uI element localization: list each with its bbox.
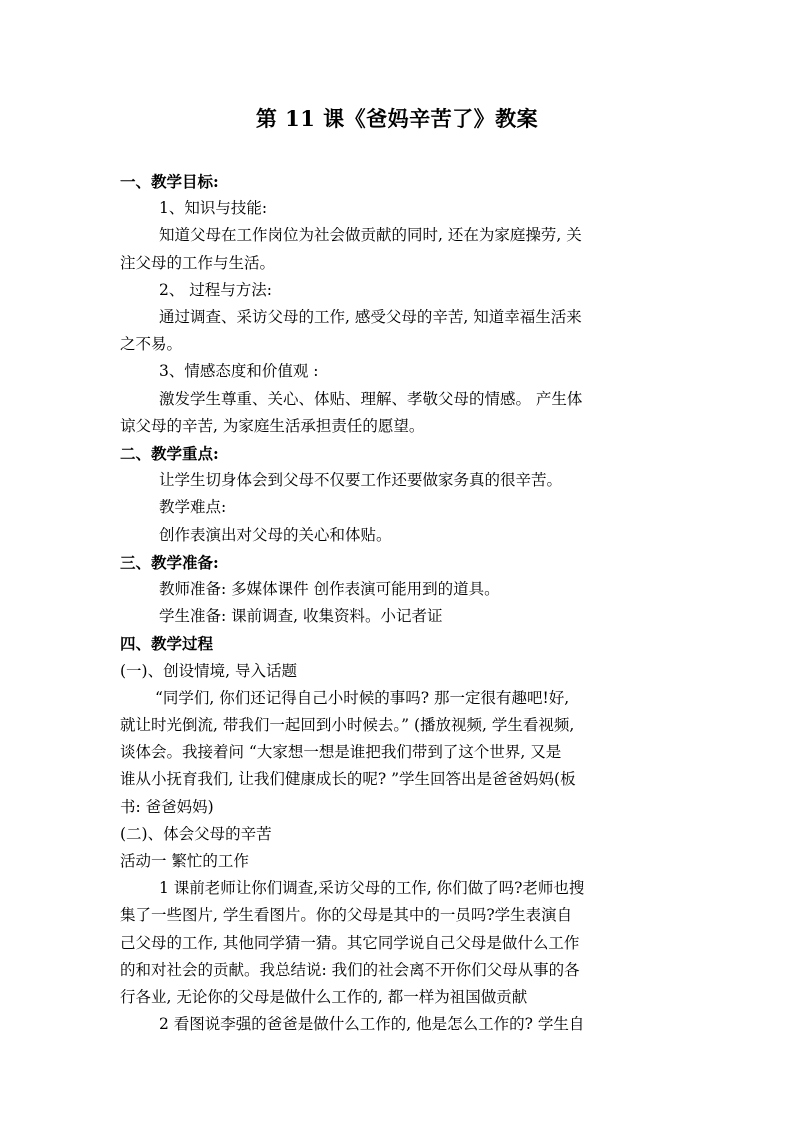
text-line: 己父母的工作, 其他同学猜一猜。其它同学说自己父母是做什么工作 [120, 933, 580, 952]
text-line: 激发学生尊重、关心、体贴、理解、孝敬父母的情感。 产生体 [159, 389, 583, 408]
document-title: 第 11 课《爸妈辛苦了》教案 [255, 106, 539, 131]
text-line: 学生准备: 课前调查, 收集资料。小记者证 [159, 607, 443, 626]
section-heading: 三、教学准备: [120, 552, 219, 572]
text-line: 谁从小抚育我们, 让我们健康成长的呢? ”学生回答出是爸爸妈妈(板 [120, 770, 576, 789]
text-line: 教学难点: [159, 498, 227, 517]
text-line: 之不易。 [120, 335, 183, 354]
section-heading: 二、教学重点: [120, 444, 219, 464]
text-line: 教师准备: 多媒体课件 创作表演可能用到的道具。 [159, 580, 500, 599]
text-line: 行各业, 无论你的父母是做什么工作的, 都一样为祖国做贡献 [120, 988, 528, 1007]
text-line: 1 课前老师让你们调查,采访父母的工作, 你们做了吗?老师也搜 [159, 879, 585, 898]
text-line: 就让时光倒流, 带我们一起回到小时候去。” (播放视频, 学生看视频, [120, 716, 575, 735]
text-line: 2、 过程与方法: [159, 280, 273, 299]
text-line: 的和对社会的贡献。我总结说: 我们的社会离不开你们父母从事的各 [120, 960, 580, 979]
text-line: (一)、创设情境, 导入话题 [120, 661, 297, 680]
text-line: 谈体会。我接着问 “大家想一想是谁把我们带到了这个世界, 又是 [120, 743, 562, 762]
text-line: “同学们, 你们还记得自己小时候的事吗? 那一定很有趣吧!好, [155, 688, 570, 707]
text-line: 谅父母的辛苦, 为家庭生活承担责任的愿望。 [120, 416, 425, 435]
text-line: 创作表演出对父母的关心和体贴。 [159, 525, 392, 544]
text-line: 书: 爸爸妈妈) [120, 797, 214, 816]
text-line: 知道父母在工作岗位为社会做贡献的同时, 还在为家庭操劳, 关 [159, 226, 582, 245]
section-heading: 一、教学目标: [120, 172, 219, 191]
text-line: 集了一些图片, 学生看图片。你的父母是其中的一员吗?学生表演自 [120, 906, 573, 925]
text-line: 注父母的工作与生活。 [120, 253, 276, 272]
text-line: (二)、体会父母的辛苦 [120, 824, 272, 843]
section-heading: 四、教学过程 [120, 634, 214, 654]
text-line: 活动一 繁忙的工作 [120, 852, 249, 871]
document-body [120, 168, 680, 1039]
text-line: 通过调查、采访父母的工作, 感受父母的辛苦, 知道幸福生活来 [159, 308, 582, 327]
text-line: 让学生切身体会到父母不仅要工作还要做家务真的很辛苦。 [159, 471, 563, 490]
text-line: 3、情感态度和价值观 : [159, 362, 319, 381]
text-line: 1、知识与技能: [159, 199, 268, 218]
text-line: 2 看图说李强的爸爸是做什么工作的, 他是怎么工作的? 学生自 [159, 1015, 585, 1034]
